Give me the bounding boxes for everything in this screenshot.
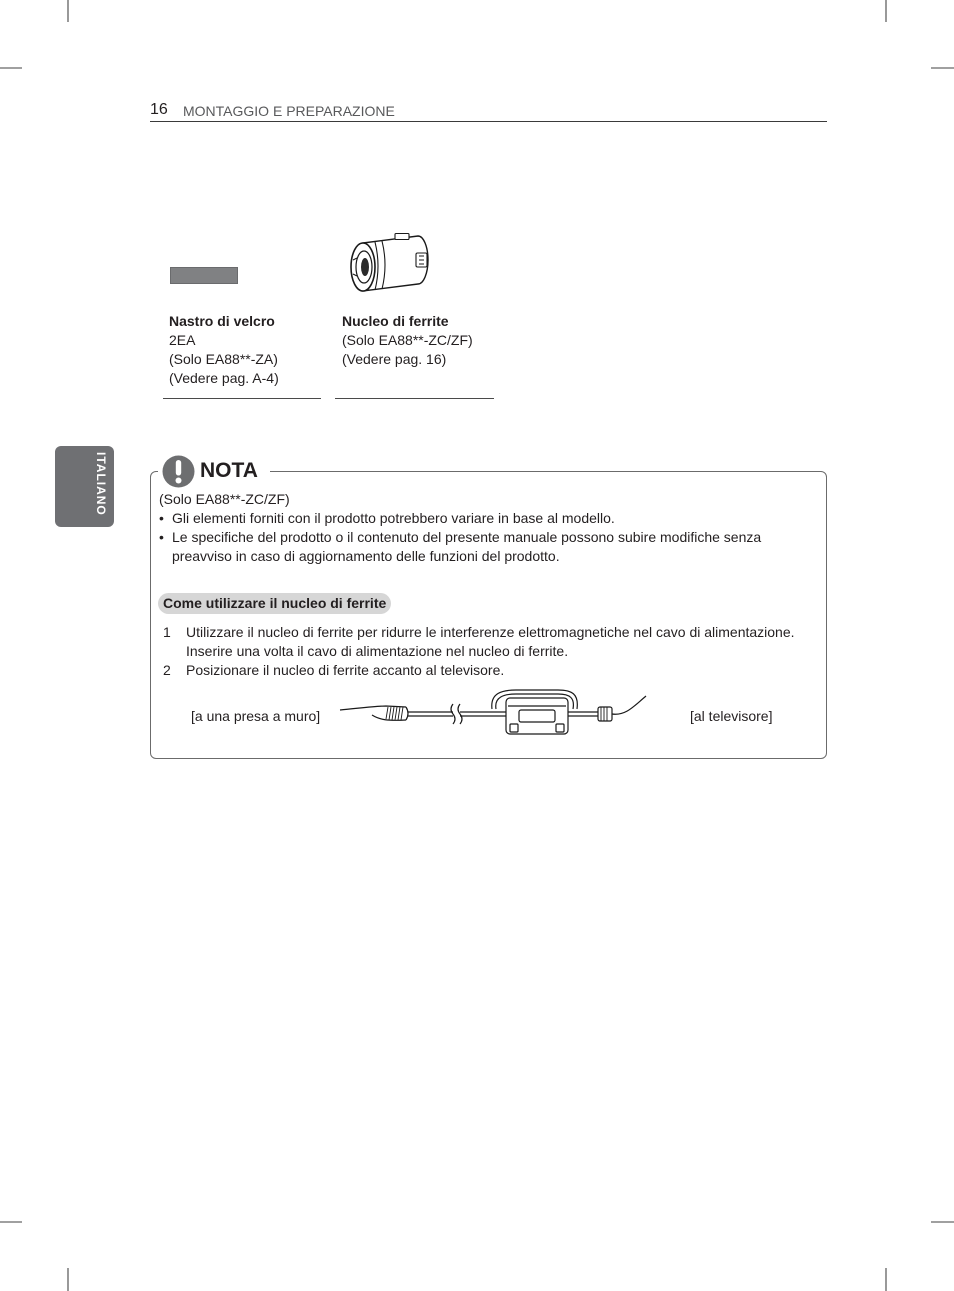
diagram-label-tv: [al televisore]	[690, 708, 773, 724]
step-number: 2	[163, 662, 171, 678]
accessory-velcro	[169, 312, 279, 388]
velcro-strip-icon	[170, 267, 238, 284]
step-line: Inserire una volta il cavo di alimentazione nel nucleo di ferrite.	[186, 643, 569, 659]
accessory-name: Nastro di velcro	[169, 313, 275, 329]
subsection-title: Come utilizzare il nucleo di ferrite	[158, 593, 391, 614]
accessory-detail: (Vedere pag. 16)	[342, 351, 447, 367]
note-title: NOTA	[200, 459, 258, 482]
bullet-marker: •	[159, 510, 164, 526]
accessory-detail: 2EA	[169, 332, 196, 348]
bullet-marker: •	[159, 529, 164, 545]
note-bullet-line: Gli elementi forniti con il prodotto potrebbero variare in base al modello.	[172, 510, 615, 526]
header-rule	[150, 121, 827, 122]
accessory-divider	[163, 398, 321, 399]
note-bullet	[172, 528, 761, 566]
note-bullet-line: Le specifiche del prodotto o il contenuto del presente manuale possono subire modifiche senza	[172, 529, 762, 545]
step-text	[186, 623, 795, 661]
accessory-detail: (Vedere pag. A-4)	[169, 370, 279, 386]
diagram-label-wall-outlet: [a una presa a muro]	[191, 708, 321, 724]
accessory-name: Nucleo di ferrite	[342, 313, 449, 329]
accessory-divider	[335, 398, 494, 399]
page-number: 16	[150, 101, 168, 118]
power-cable-with-ferrite-core-icon	[336, 686, 652, 742]
exclamation-icon	[162, 455, 195, 488]
note-model-scope: (Solo EA88**-ZC/ZF)	[159, 491, 290, 507]
step-line: Posizionare il nucleo di ferrite accanto al televisore.	[186, 662, 505, 678]
accessory-detail: (Solo EA88**-ZC/ZF)	[342, 332, 473, 348]
language-tab-label: ITALIANO	[94, 452, 108, 516]
step-line: Utilizzare il nucleo di ferrite per ridurre le interferenze elettromagnetiche nel cavo di alimentazione.	[186, 624, 795, 640]
note-bullet	[172, 509, 615, 528]
step-number: 1	[163, 624, 171, 640]
accessory-ferrite-core	[342, 312, 473, 369]
section-title: MONTAGGIO E PREPARAZIONE	[183, 103, 395, 119]
note-bullet-line: preavviso in caso di aggiornamento delle funzioni del prodotto.	[172, 548, 560, 564]
ferrite-core-icon	[347, 232, 431, 296]
step-text	[186, 661, 504, 680]
accessory-detail: (Solo EA88**-ZA)	[169, 351, 278, 367]
